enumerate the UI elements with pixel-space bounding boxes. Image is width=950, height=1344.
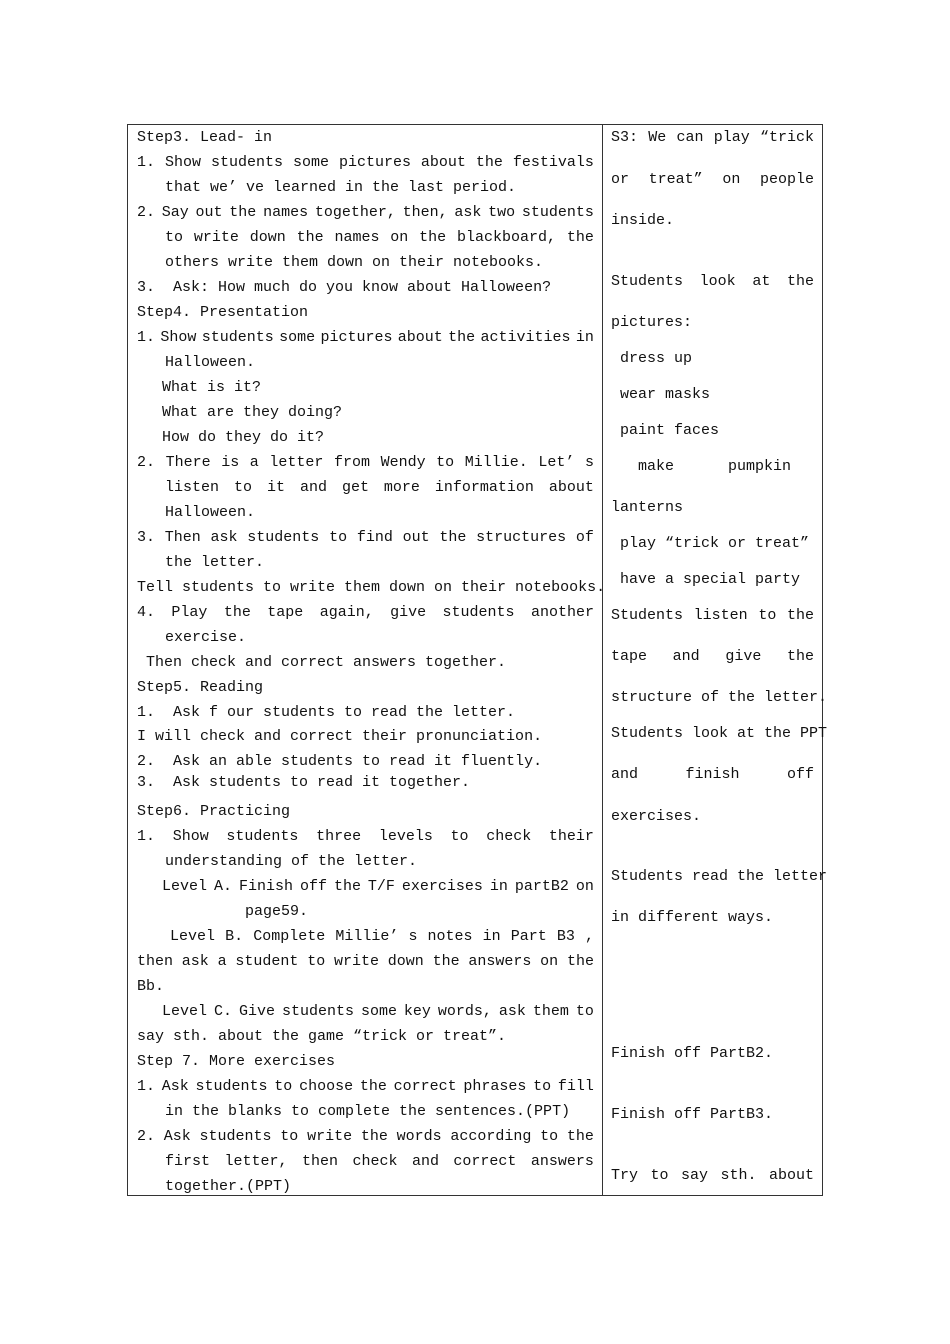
student-line-11: play “trick or treat”	[611, 535, 810, 552]
student-line-9: make pumpkin	[611, 458, 792, 475]
step6-level-b-1: Level B. Complete Millie’ s notes in Part B3 ,	[170, 928, 594, 945]
step3-item-3: 3. Ask: How much do you know about Halloween?	[137, 279, 552, 296]
step4-item-1a: 1. Show students some pictures about the activities in	[137, 329, 594, 346]
student-line-20: in different ways.	[611, 909, 774, 926]
step5-item-1: 1. Ask f our students to read the letter.	[137, 704, 516, 721]
student-line-16: Students look at the PPT	[611, 725, 828, 742]
student-line-14: tape and give the	[611, 648, 814, 665]
step4-item-4a: 4. Play the tape again, give students another	[137, 604, 594, 621]
step4-item-2c: Halloween.	[165, 504, 256, 521]
step6-item-1b: understanding of the letter.	[165, 853, 418, 870]
step5-item-3: 3. Ask students to read it together.	[137, 774, 471, 791]
step3-item-2b: to write down the names on the blackboard, the	[165, 229, 594, 246]
step4-check-note: Then check and correct answers together.	[137, 654, 507, 671]
step4-item-2a: 2. There is a letter from Wendy to Millie. Let’ s	[137, 454, 594, 471]
student-line-13: Students listen to the	[611, 607, 814, 624]
lesson-plan-table	[127, 124, 828, 1196]
student-line-18: exercises.	[611, 808, 702, 825]
step4-question-3: How do they do it?	[162, 429, 325, 446]
step6-item-1a: 1. Show students three levels to check their	[137, 828, 594, 845]
student-line-19: Students read the letter	[611, 868, 828, 885]
step4-question-2: What are they doing?	[162, 404, 343, 421]
student-line-15: structure of the letter.	[611, 689, 828, 706]
step4-item-3a: 3. Then ask students to find out the structures of	[137, 529, 594, 546]
student-line-6: dress up	[611, 350, 693, 367]
step7-item-2a: 2. Ask students to write the words according to the	[137, 1128, 594, 1145]
step3-item-2c: others write them down on their notebooks.	[165, 254, 544, 271]
step7-item-2c: together.(PPT)	[165, 1178, 292, 1195]
step4-title: Step4. Presentation	[137, 304, 309, 321]
step5-title: Step5. Reading	[137, 679, 264, 696]
step3-title: Step3. Lead- in	[137, 129, 273, 146]
student-line-12: have a special party	[611, 571, 801, 588]
step6-level-b-3: Bb.	[137, 978, 165, 995]
student-line-2: or treat” on people	[611, 171, 814, 188]
student-line-10: lanterns	[611, 499, 684, 516]
step7-item-1a: 1. Ask students to choose the correct phrases to fill	[137, 1078, 594, 1095]
step6-title: Step6. Practicing	[137, 803, 291, 820]
student-line-17: and finish off	[611, 766, 814, 783]
step3-item-1a: 1. Show students some pictures about the festivals	[137, 154, 594, 171]
step4-tell-note: Tell students to write them down on their notebooks.	[137, 579, 606, 596]
step7-item-2b: first letter, then check and correct answers	[165, 1153, 594, 1170]
student-line-1: S3: We can play “trick	[611, 129, 814, 146]
step3-item-2a: 2. Say out the names together, then, ask two students	[137, 204, 594, 221]
student-line-23: Try to say sth. about	[611, 1167, 814, 1184]
step4-item-3b: the letter.	[165, 554, 265, 571]
step6-level-c-2: say sth. about the game “trick or treat”.	[137, 1028, 507, 1045]
student-activity-column	[128, 125, 828, 1195]
step4-item-4b: exercise.	[165, 629, 247, 646]
student-line-7: wear masks	[611, 386, 711, 403]
step4-item-2b: listen to it and get more information about	[165, 479, 594, 496]
step6-level-c-1: Level C. Give students some key words, ask them to	[162, 1003, 594, 1020]
step4-item-1b: Halloween.	[165, 354, 256, 371]
student-line-3: inside.	[611, 212, 675, 229]
step4-question-1: What is it?	[162, 379, 262, 396]
student-line-4: Students look at the	[611, 273, 814, 290]
step6-level-b-2: then ask a student to write down the answers on the	[137, 953, 594, 970]
student-line-22: Finish off PartB3.	[611, 1106, 774, 1123]
step7-title: Step 7. More exercises	[137, 1053, 336, 1070]
step5-item-2: 2. Ask an able students to read it fluently.	[137, 753, 543, 770]
step7-item-1b: in the blanks to complete the sentences.(PPT)	[165, 1103, 571, 1120]
step5-will-note: I will check and correct their pronunciation.	[137, 728, 543, 745]
student-line-21: Finish off PartB2.	[611, 1045, 774, 1062]
step3-item-1b: that we’ ve learned in the last period.	[165, 179, 517, 196]
step6-level-a-2: page59.	[245, 903, 309, 920]
step6-level-a-1: Level A. Finish off the T/F exercises in partB2 on	[162, 878, 594, 895]
student-line-8: paint faces	[611, 422, 720, 439]
student-line-5: pictures:	[611, 314, 693, 331]
